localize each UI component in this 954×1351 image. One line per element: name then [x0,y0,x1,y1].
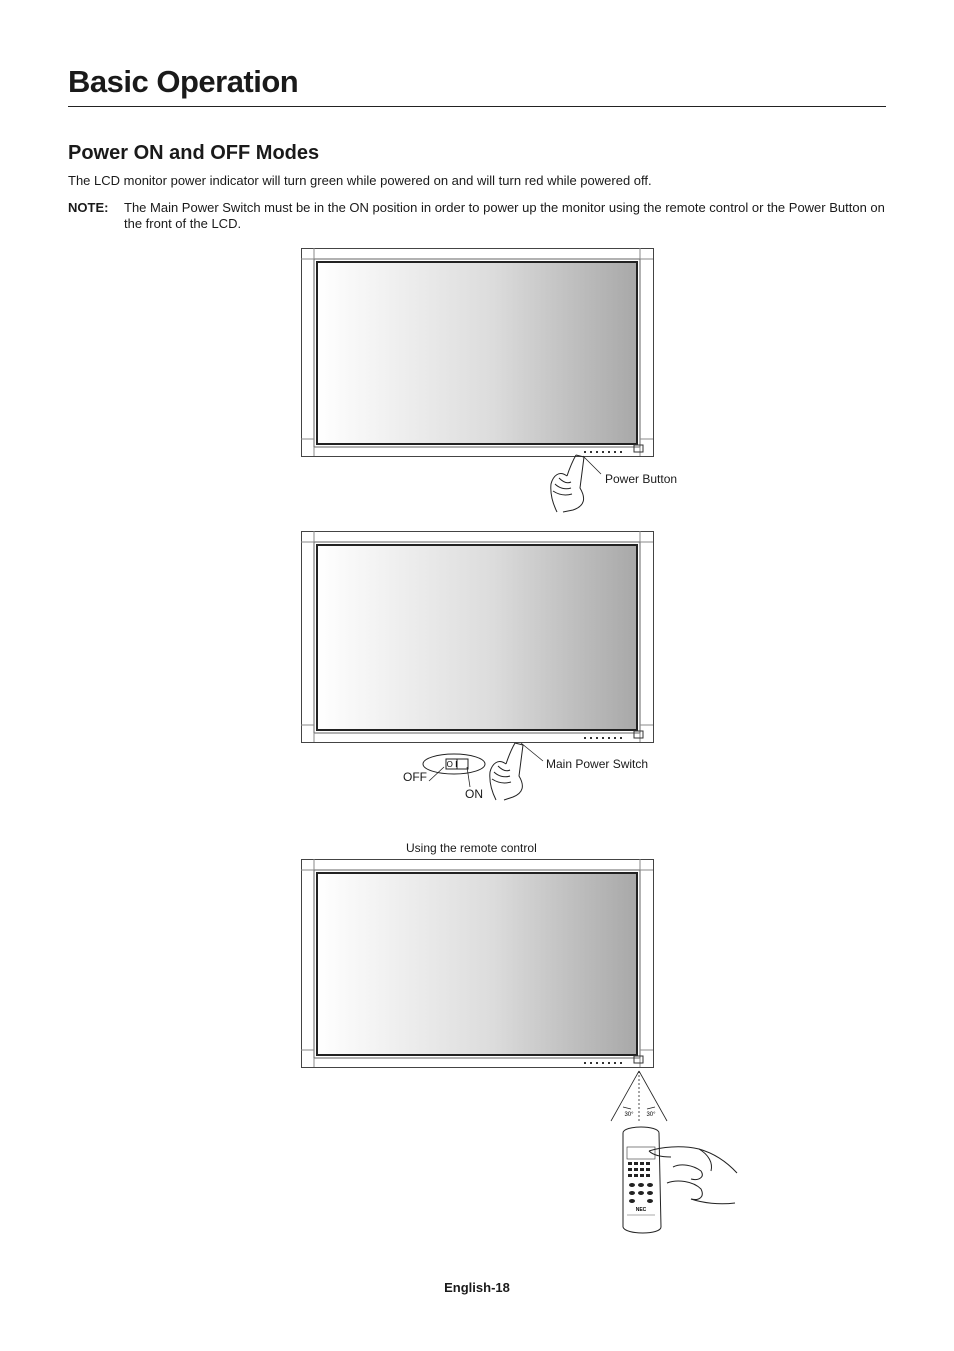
switch-face-text: O I [446,760,458,769]
intro-paragraph: The LCD monitor power indicator will turn green while powered on and will turn red while powered off. [68,173,652,188]
angle-right-label: 30° [646,1112,656,1118]
remote-brand: NEC [635,1207,647,1213]
ir-angle-lines [611,1071,667,1121]
monitor-power-button-figure [301,248,654,514]
power-button-leader [583,456,601,474]
section-heading: Power ON and OFF Modes [68,142,320,164]
main-switch-label: Main Power Switch [546,757,649,771]
lcd-monitor-icon [301,859,654,1068]
power-button-label: Power Button [605,472,678,486]
main-switch-leader [521,743,543,761]
remote-caption: Using the remote control [406,841,537,855]
page-footer: English-18 [444,1280,510,1295]
note-text: The Main Power Switch must be in the ON position in order to power up the monitor using the remote control or the Power Button on the front of the LCD. [124,200,885,231]
page-title: Basic Operation [68,64,299,99]
hand-pointing-icon [649,1147,737,1204]
switch-on-label: ON [465,787,483,801]
remote-control-icon [623,1127,661,1233]
lcd-monitor-icon [301,531,654,743]
title-divider [68,106,886,107]
hand-pointing-icon [490,743,523,800]
hand-pointing-icon [551,455,584,512]
power-switch-icon [423,754,485,787]
note-label: NOTE: [68,200,109,215]
lcd-monitor-icon [301,248,654,457]
monitor-remote-figure [301,859,741,1239]
switch-off-label: OFF [403,770,427,784]
angle-left-label: 30° [624,1112,634,1118]
